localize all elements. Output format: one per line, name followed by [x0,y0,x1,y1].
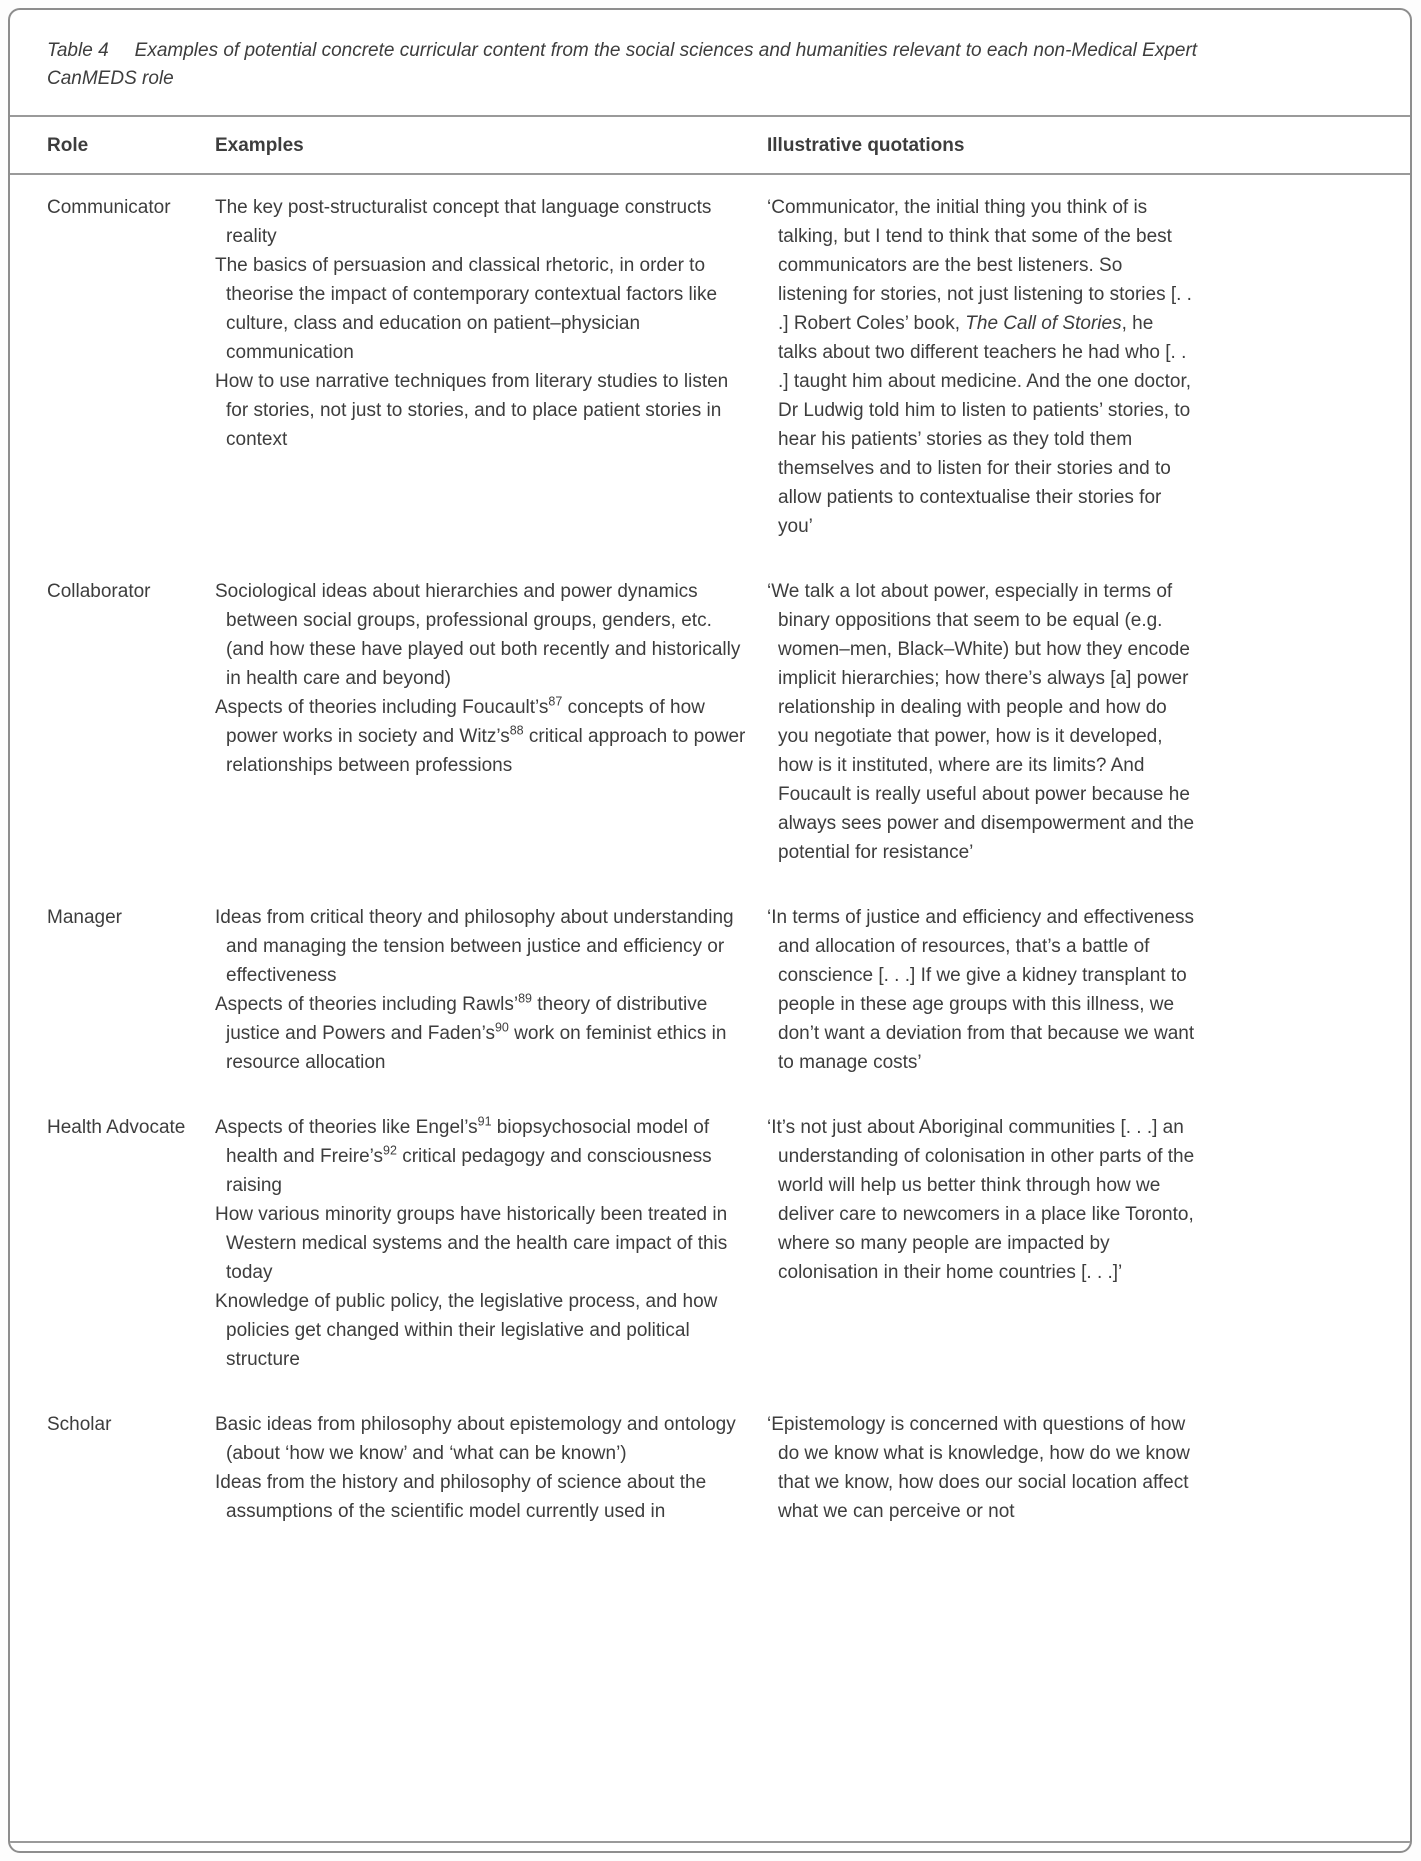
table-header-row [10,117,1410,173]
table-number: Table 4 [47,40,109,61]
example-item: Aspects of theories like $Engel’s^{91}$ biopsychosocial model of health and $Freire’s^{92}$ critical pedagogy and consciousness raising [215,1114,712,1196]
column-header-examples: Examples [215,135,304,156]
column-header-role: Role [47,135,89,156]
example-item: Ideas from the history and philosophy of science about the assumptions of the scientific model currently used in [215,1472,707,1522]
examples-cell [215,1410,767,1526]
example-item: Ideas from critical theory and philosophy about understanding and managing the tension between justice and efficiency or effectiveness [215,907,734,986]
reference-superscript: 92 [383,1143,397,1158]
table-row [10,193,1410,541]
examples-cell [215,577,767,867]
quotation-cell [767,1113,1382,1374]
table-body [10,175,1410,1526]
example-item: Sociological ideas about hierarchies and power dynamics between social groups, professional groups, genders, etc. (and how these have played out both recently and historically in health care and beyond) [215,581,741,689]
role-cell: Scholar [47,1414,112,1435]
role-cell: Collaborator [47,581,151,602]
table-row [10,577,1410,867]
table-frame [8,8,1412,1853]
quotation-text: ‘It’s not just about Aboriginal communities [. . .] an understanding of colonisation in other parts of the world will help us better think through how we deliver care to newcomers in a place like Toronto, where so many people are impacted by colonisation in their home countries [. . .]’ [767,1117,1195,1283]
rule-bottom [10,1841,1410,1843]
example-item: The key post-structuralist concept that language constructs reality [215,197,712,247]
examples-cell [215,1113,767,1374]
reference-superscript: 90 [494,1020,509,1035]
column-header-quotations: Illustrative quotations [767,135,965,156]
table-row [10,1410,1410,1526]
quotation-cell [767,193,1382,541]
example-item: Aspects of theories including Rawls’$^{89}$ theory of distributive justice and Powers and $Faden’s^{90}$ work on feminist ethics in resource allocation [215,991,727,1073]
example-item: The basics of persuasion and classical rhetoric, in order to theorise the impact of contemporary contextual factors like culture, class and education on patient–physician communication [215,255,718,363]
reference-superscript: 91 [477,1114,492,1129]
quotation-text: ‘We talk a lot about power, especially in terms of binary oppositions that seem to be equal (e.g. women–men, Black–White) but how they encode implicit hierarchies; how there’s always [a] power relationship in dealing with people and how do you negotiate that power, how is it developed, how is it instituted, where are its limits? And Foucault is really useful about power because he always sees power and disempowerment and the potential for resistance’ [767,581,1195,863]
example-item: How various minority groups have historically been treated in Western medical systems and the health care impact of this today [215,1204,728,1283]
reference-superscript: 87 [548,694,563,709]
role-cell: Communicator [47,197,171,218]
quotation-text: ‘Epistemology is concerned with questions of how do we know what is knowledge, how do we know that we know, how does our social location affect what we can perceive or not [767,1414,1190,1522]
example-item: Basic ideas from philosophy about epistemology and ontology (about ‘how we know’ and ‘what can be known’) [215,1414,736,1464]
quotation-cell [767,903,1382,1077]
example-item: Knowledge of public policy, the legislative process, and how policies get changed within their legislative and political structure [215,1291,718,1370]
examples-cell [215,903,767,1077]
table-caption [10,10,1230,115]
example-item: Aspects of theories including $Foucault’s^{87}$ concepts of how power works in society and $Witz’s^{88}$ critical approach to power relationships between professions [215,694,746,776]
table-row [10,1113,1410,1374]
example-item: How to use narrative techniques from literary studies to listen for stories, not just to stories, and to place patient stories in context [215,371,729,450]
reference-superscript: 89 [518,991,532,1006]
quotation-text: ‘In terms of justice and efficiency and effectiveness and allocation of resources, that’s a battle of conscience [. . .] If we give a kidney transplant to people in these age groups with this illness, we don’t want a deviation from that because we want to manage costs’ [767,907,1195,1073]
quotation-text: ‘Communicator, the initial thing you think of is talking, but I tend to think that some of the best communicators are the best listeners. So listening for stories, not just listening to stories [. . .] Robert Coles’ book, The Call of Stories, he talks about two different teachers he had who [. . .] taught him about medicine. And the one doctor, Dr Ludwig told him to listen to patients’ stories, to hear his patients’ stories as they told them themselves and to listen for their stories and to allow patients to contextualise their stories for you’ [767,197,1192,537]
examples-cell [215,193,767,541]
table-title: Examples of potential concrete curricular content from the social sciences and humanities relevant to each non-Medical Expert CanMEDS role [47,40,1198,89]
table-row [10,903,1410,1077]
quotation-cell [767,577,1382,867]
quotation-cell [767,1410,1382,1526]
role-cell: Health Advocate [47,1117,186,1138]
role-cell: Manager [47,907,122,928]
reference-superscript: 88 [509,723,524,738]
